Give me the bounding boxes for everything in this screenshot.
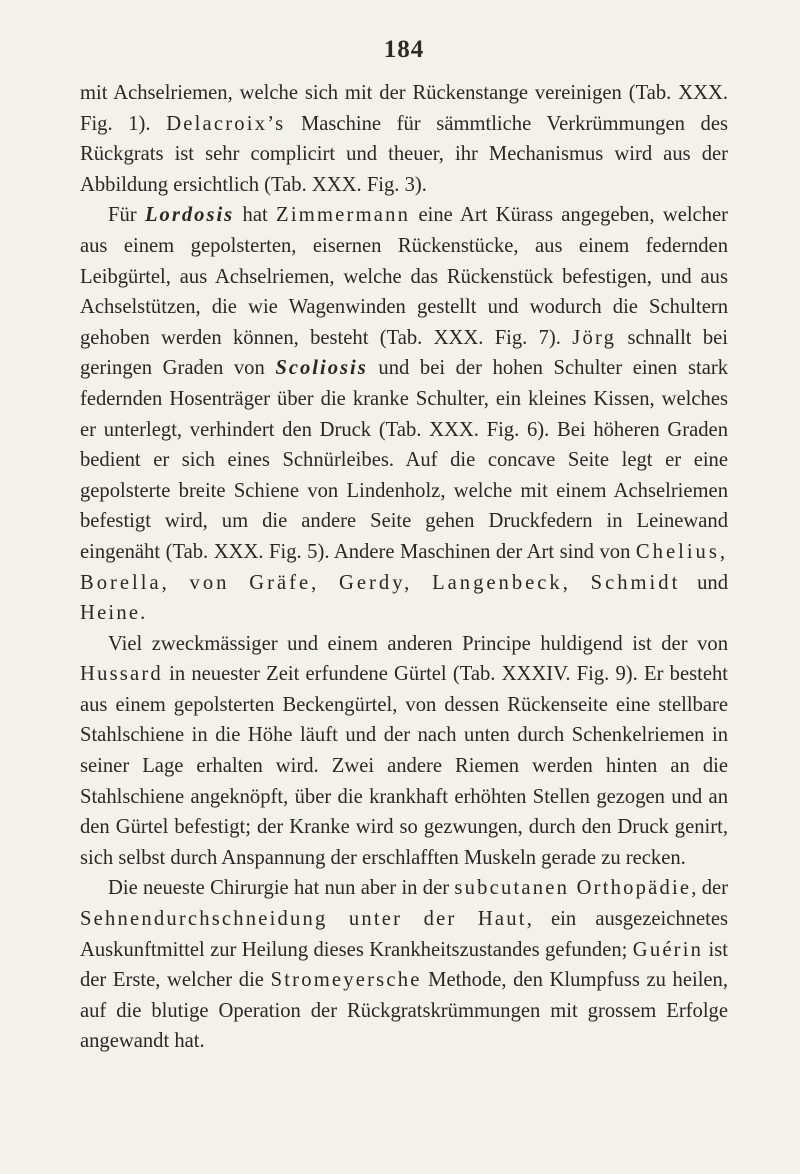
text-run: , ein ausgezeichnetes Auskunftmittel zur Heilung dieses Krankheitszustandes gefunden; xyxy=(80,908,728,961)
author-name-heine: Heine xyxy=(80,602,141,625)
text-run: und bei der hohen Schulter einen stark federnden Hosenträger über die kranke Schulter, ein kleines Kissen, welches er unterlegt, verhindert den Druck (Tab. XXX. Fig. 6). Bei höheren Graden bedient er sich eines Schnürleibes. Auf die concave Seite legt er eine gepolsterte breite Schiene von Lindenholz, welche mit einem Achselriemen befestigt wird, um die andere Seite gehen Druckfedern in Leinewand eingenäht (Tab. XXX. Fig. 5). Andere Maschinen der Art sind von xyxy=(80,357,728,563)
term-scoliosis: Scoliosis xyxy=(275,357,368,380)
text-run: . xyxy=(140,602,146,625)
paragraph-3 xyxy=(80,629,728,874)
term-stromeyersche: Stromeyersche xyxy=(270,969,422,992)
author-name-delacroix: Delacroix’s xyxy=(166,112,286,135)
body-text xyxy=(80,78,728,1057)
text-run: , der xyxy=(691,877,728,900)
paragraph-4 xyxy=(80,873,728,1057)
text-run: hat xyxy=(234,204,277,227)
author-name-zimmermann: Zimmermann xyxy=(276,204,411,227)
text-run: ist der Erste, welcher die xyxy=(80,938,729,992)
term-sehnendurchschneidung: Sehnendurchschneidung unter der Haut xyxy=(80,908,527,931)
text-run: Maschine für sämmtliche Verkrümmungen des Rückgrats ist sehr complicirt und theuer, ihr Mechanismus wird aus der Abbildung ersichtlich (Tab. XXX. Fig. 3). xyxy=(80,112,728,196)
text-run: Methode, den Klumpfuss zu heilen, auf die blutige Operation der Rückgratskrümmungen mit grossem Erfolge angewandt hat. xyxy=(80,969,729,1053)
text-run: Die neueste Chirurgie hat nun aber in der xyxy=(108,877,455,900)
text-run: Viel zweckmässiger und einem anderen Principe huldigend ist der von xyxy=(108,632,728,655)
term-lordosis: Lordosis xyxy=(144,204,235,227)
author-name-joerg: Jörg xyxy=(572,326,617,349)
text-run: eine Art Kürass angegeben, welcher aus einem gepolsterten, eisernen Rückenstücke, aus einem federnden Leibgürtel, aus Achselriemen, welche das Rückenstück befestigen, und aus Achselstützen, die wie Wagenwinden gestellt und wodurch die Schultern gehoben werden können, besteht (Tab. XXX. Fig. 7). xyxy=(80,204,728,349)
page-number: 184 xyxy=(383,36,425,63)
paragraph-2 xyxy=(80,200,728,628)
paragraph-1 xyxy=(80,78,728,200)
text-run: in neuester Zeit erfundene Gürtel (Tab. XXXIV. Fig. 9). Er besteht aus einem gepolsterten Beckengürtel, von dessen Rückenseite eine stellbare Stahlschiene in die Höhe läuft und der nach unten durch Schenkelriemen in seiner Lage erhalten wird. Zwei andere Riemen werden hinten an die Stahlschiene angeknöpft, über die krankhaft erhöhten Stellen gezogen und an den Gürtel befestigt; der Kranke wird so gezwungen, durch den Druck genirt, sich selbst durch Anspannung der erschlafften Muskeln gerade zu recken. xyxy=(80,663,728,869)
text-run: und xyxy=(680,571,728,594)
text-run: schnallt bei geringen Graden von xyxy=(80,326,728,380)
term-subcutane-orthopaedie: subcutanen Orthopädie xyxy=(454,877,692,900)
text-run: mit Achselriemen, welche sich mit der Rückenstange vereinigen (Tab. XXX. Fig. 1). xyxy=(80,82,728,135)
author-name-hussard: Hussard xyxy=(80,663,163,686)
author-names-list: Chelius, Borella, von Gräfe, Gerdy, Langenbeck, Schmidt xyxy=(80,540,728,594)
author-name-guerin: Guérin xyxy=(632,938,704,961)
text-run: Für xyxy=(108,204,145,227)
